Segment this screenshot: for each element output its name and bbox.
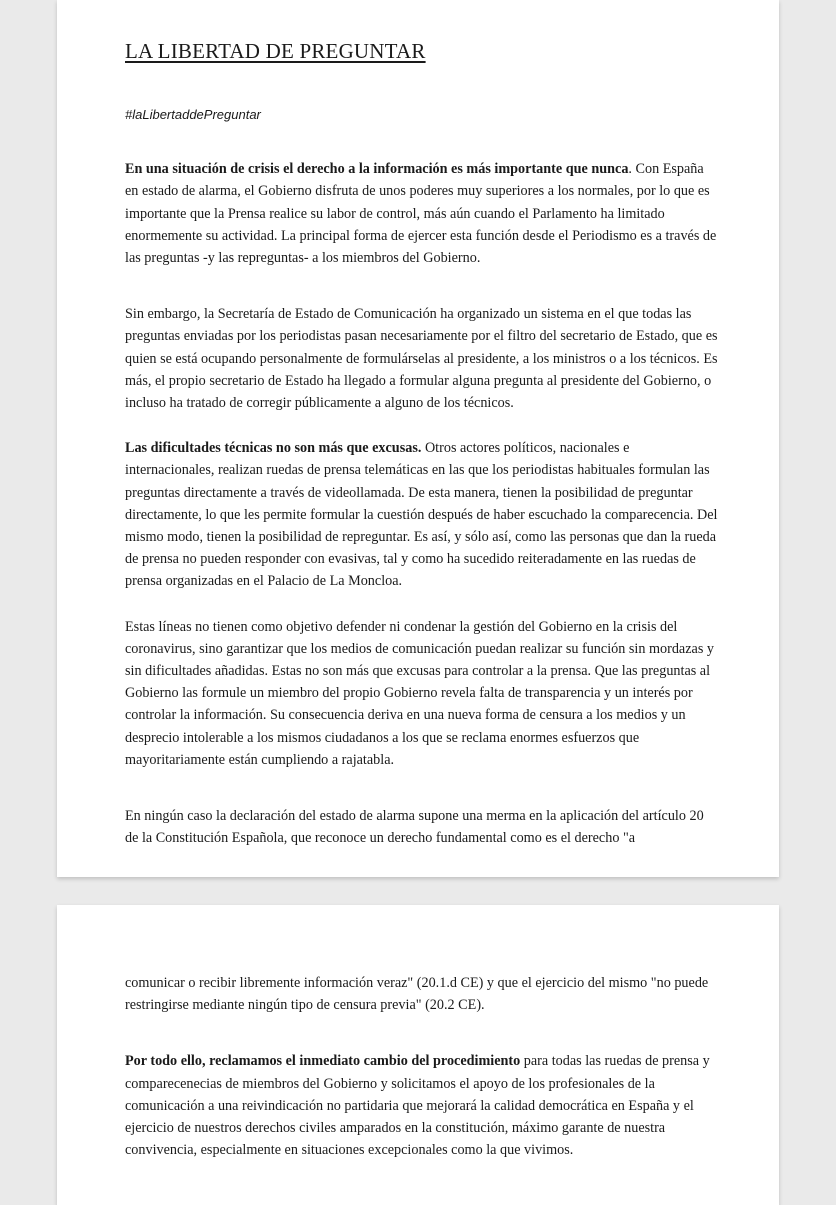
- paragraph-reclamacion: [125, 1050, 718, 1161]
- document-title: LA LIBERTAD DE PREGUNTAR: [125, 39, 426, 63]
- paragraph-objetivo: [125, 616, 718, 771]
- page-2-content: [125, 972, 718, 1161]
- paragraph-articulo-20: [125, 805, 718, 849]
- paragraph-text: Estas líneas no tienen como objetivo defender ni condenar la gestión del Gobierno en la crisis del coronavirus, sino garantizar que los medios de comunicación puedan realizar su función sin mordazas y sin dificultades añadidas. Estas no son más que excusas para controlar a la prensa. Que las preguntas al Gobierno las formule un miembro del propio Gobierno revela falta de transparencia y un interés por controlar la información. Su consecuencia deriva en una nueva forma de censura a los medios y un desprecio intolerable a los mismos ciudadanos a los que se reclama enormes esfuerzos que mayoritariamente están cumpliendo a rajatabla.: [125, 618, 714, 768]
- paragraph-text: . Con España en estado de alarma, el Gobierno disfruta de unos poderes muy superiores a los normales, por lo que es importante que la Prensa realice su labor de control, más aún cuando el Parlamento ha limitado enormemente su actividad. La principal forma de ejercer esta función desde el Periodismo es a través de las preguntas -y las repreguntas- a los miembros del Gobierno.: [125, 161, 717, 267]
- paragraph-bold-lead: Por todo ello, reclamamos el inmediato cambio del procedimiento: [125, 1053, 521, 1070]
- paragraph-secretaria-estado: [125, 303, 718, 414]
- paragraph-dificultades-tecnicas: [125, 437, 718, 592]
- document-page-2: [57, 905, 779, 1205]
- page-1-content: [125, 38, 718, 849]
- paragraph-crisis-information: [125, 158, 718, 269]
- paragraph-text: Sin embargo, la Secretaría de Estado de Comunicación ha organizado un sistema en el que todas las preguntas enviadas por los periodistas pasan necesariamente por el filtro del secretario de Estado, que es quien se está ocupando personalmente de formulárselas al presidente, a los ministros o a los técnicos. Es más, el propio secretario de Estado ha llegado a formular alguna pregunta al presidente del Gobierno, o incluso ha tratado de corregir públicamente a alguno de los técnicos.: [125, 306, 718, 412]
- paragraph-bold-lead: En una situación de crisis el derecho a la información es más importante que nunca: [125, 161, 629, 178]
- hashtag: #laLibertaddePreguntar: [125, 107, 261, 122]
- document-page-1: [57, 0, 779, 877]
- paragraph-text: para todas las ruedas de prensa y comparecenecias de miembros del Gobierno y solicitamos el apoyo de los profesionales de la comunicación a una reivindicación no partidaria que mejorará la calidad democrática en España y el ejercicio de nuestros derechos civiles amparados en la constitución, máximo garante de nuestra convivencia, especialmente en situaciones excepcionales como la que vivimos.: [125, 1053, 710, 1159]
- paragraph-bold-lead: Las dificultades técnicas no son más que excusas.: [125, 440, 422, 457]
- paragraph-text: En ningún caso la declaración del estado de alarma supone una merma en la aplicación del artículo 20 de la Constitución Española, que reconoce un derecho fundamental como es el derecho "a: [125, 808, 704, 847]
- paragraph-text: Otros actores políticos, nacionales e internacionales, realizan ruedas de prensa telemáticas en las que los periodistas habituales formulan las preguntas directamente a través de videollamada. De esta manera, tienen la posibilidad de preguntar directamente, lo que les permite formular la cuestión después de haber escuchado la comparecencia. Del mismo modo, tienen la posibilidad de repreguntar. Es así, y sólo así, como las personas que dan la rueda de prensa no pueden responder con evasivas, tal y como ha sucedido reiteradamente en las ruedas de prensa organizadas en el Palacio de La Moncloa.: [125, 440, 718, 590]
- paragraph-continuacion: [125, 972, 718, 1016]
- paragraph-text: comunicar o recibir libremente información veraz" (20.1.d CE) y que el ejercicio del mismo "no puede restringirse mediante ningún tipo de censura previa" (20.2 CE).: [125, 975, 709, 1014]
